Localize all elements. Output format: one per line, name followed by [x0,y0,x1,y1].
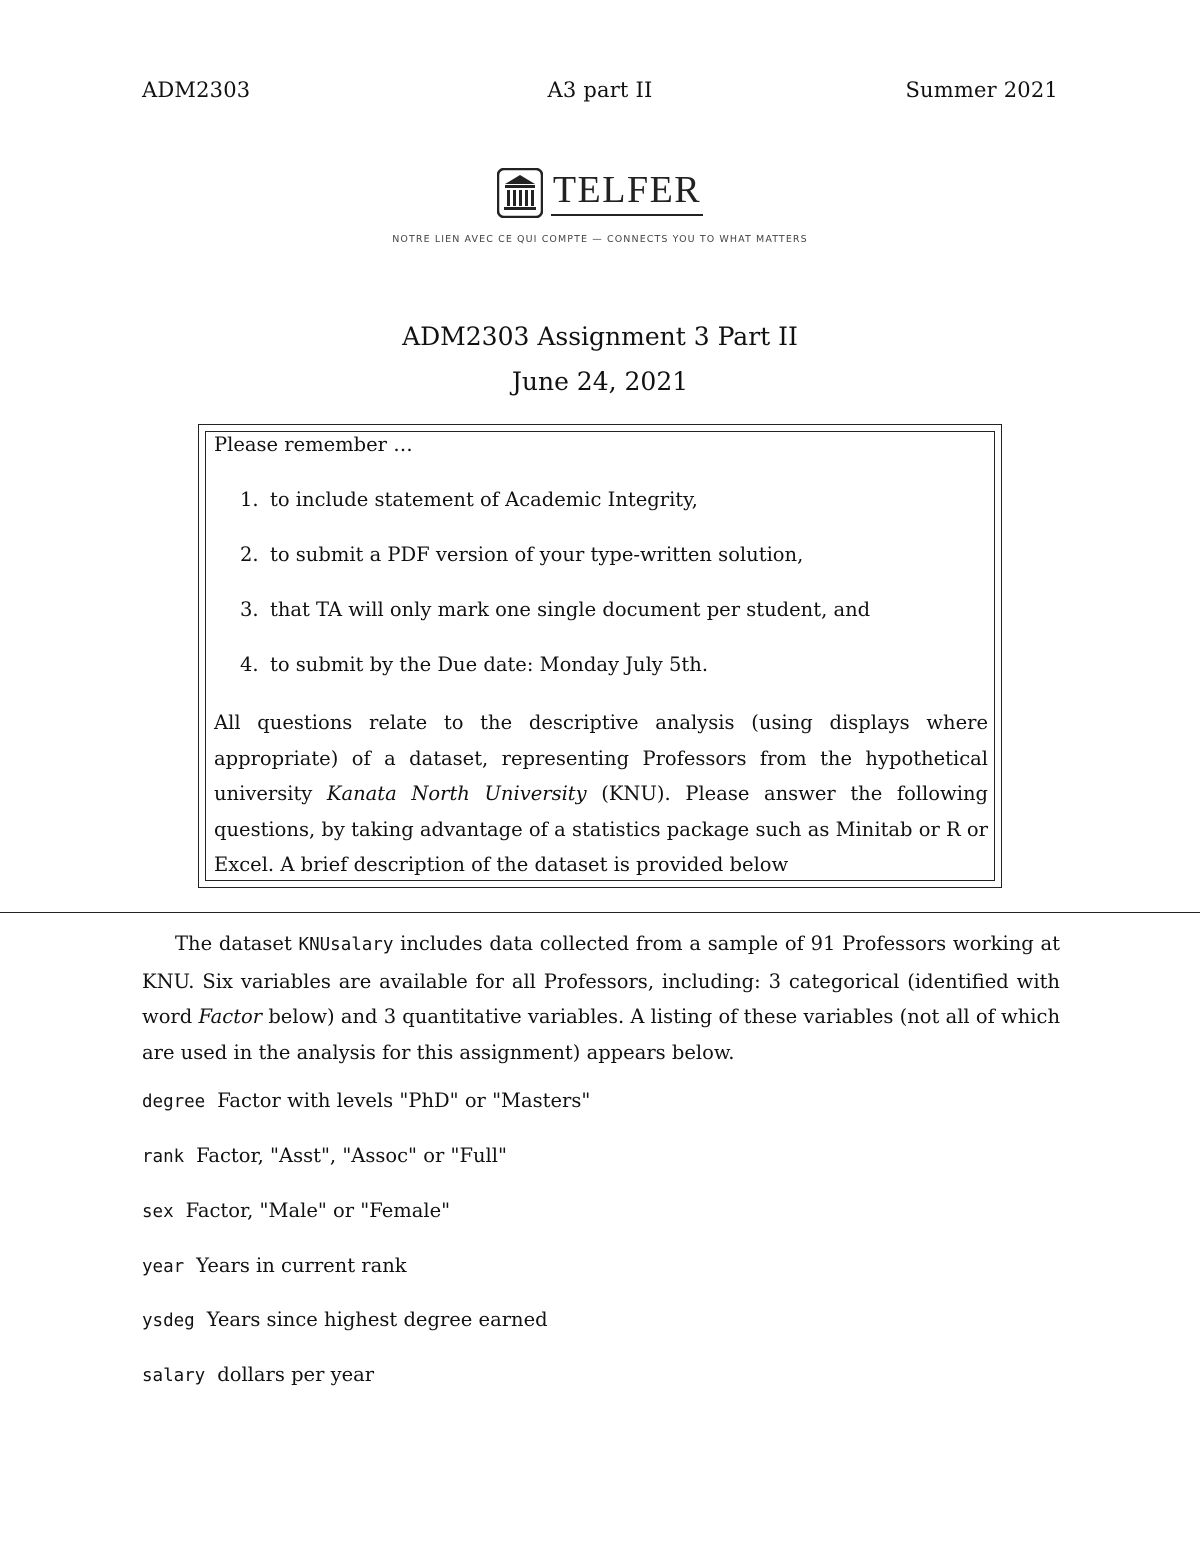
reminder-item [240,653,708,676]
body-text: below) and 3 quantitative variables. A listing of these variables (not all of which are used in the analysis for this assignment) appears below. [142,1005,1061,1064]
reminder-item-text: that TA will only mark one single document per student, and [270,598,871,621]
reminder-paragraph-text: (KNU). Please answer the following questions, by taking advantage of a statistics package such as Minitab or R or Excel. A brief description of the dataset is provided below [214,782,988,876]
variable-entry [142,1363,374,1386]
reminder-item-number: 4. [240,653,259,676]
logo-tagline: NOTRE LIEN AVEC CE QUI COMPTE — CONNECTS YOU TO WHAT MATTERS [392,234,808,245]
reminder-item-text: to submit by the Due date: Monday July 5th. [270,653,709,676]
variable-entry [142,1308,548,1331]
variable-entry [142,1089,590,1112]
variable-description: Years in current rank [196,1254,407,1277]
variable-name: ysdeg [142,1311,195,1331]
variable-description: Factor, "Male" or "Female" [185,1199,451,1222]
variable-name: degree [142,1092,206,1112]
variable-entry [142,1254,407,1277]
body-text: The dataset [175,932,299,955]
reminder-item-number: 3. [240,598,259,621]
building-icon [497,168,543,218]
reminder-item [240,543,803,566]
reminder-item [240,488,698,511]
dataset-name: KNUsalary [298,935,394,955]
variable-name: year [142,1257,185,1277]
dataset-description [142,926,1060,1070]
variable-description: Years since highest degree earned [206,1308,548,1331]
variable-description: Factor with levels "PhD" or "Masters" [217,1089,591,1112]
factor-word: Factor [198,1005,263,1028]
reminder-item [240,598,870,621]
horizontal-rule [0,912,1200,913]
variable-entry [142,1199,450,1222]
variable-name: rank [142,1147,185,1167]
header-term: Summer 2021 [905,78,1058,102]
reminder-item-number: 1. [240,488,259,511]
document-title: ADM2303 Assignment 3 Part II [402,322,798,351]
telfer-logo [0,168,1200,222]
body-text: includes data collected from a sample of 91 Professors working at KNU. Six variables are available for all Professors, including: 3 categorical (identified with word [142,932,1060,1028]
variable-description: dollars per year [217,1363,375,1386]
variable-name: sex [142,1202,174,1222]
variable-entry [142,1144,507,1167]
logo-wordmark: TELFER [551,170,703,216]
university-name: Kanata North University [326,782,587,805]
header-course-code: ADM2303 [142,78,251,102]
reminder-item-number: 2. [240,543,259,566]
reminder-heading: Please remember … [214,433,413,456]
variable-name: salary [142,1366,206,1386]
reminder-paragraph [214,705,988,883]
variable-description: Factor, "Asst", "Assoc" or "Full" [196,1144,507,1167]
reminder-paragraph-text: All questions relate to the descriptive analysis (using displays where appropriate) of a dataset, representing Professors from the hypothetical university [214,711,988,805]
reminder-item-text: to include statement of Academic Integrity, [270,488,698,511]
document-date: June 24, 2021 [511,367,689,396]
reminder-item-text: to submit a PDF version of your type-written solution, [270,543,804,566]
header-assignment: A3 part II [547,78,653,102]
